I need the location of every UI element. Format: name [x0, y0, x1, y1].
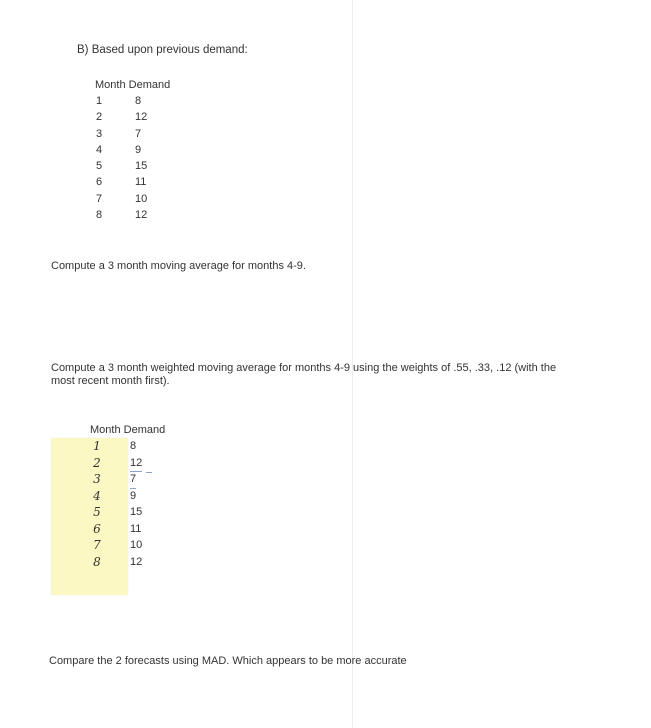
table-row [90, 521, 165, 538]
demand-cell: 8 [130, 440, 137, 452]
month-cell: 6 [95, 176, 103, 189]
demand-cell: 10 [135, 192, 148, 205]
demand-cell: 10 [130, 539, 143, 551]
table-row [92, 142, 170, 158]
demand-cell: 7 [130, 471, 136, 489]
demand-cell: 9 [130, 489, 137, 502]
month-cell: 2 [95, 111, 103, 124]
demand-cell: 11 [130, 522, 142, 535]
table-row [90, 488, 165, 505]
month-cell: 1 [95, 95, 103, 107]
table-row [92, 207, 170, 223]
table-row [92, 191, 170, 207]
handwritten-month: 6 [93, 521, 101, 536]
handwritten-month: 4 [93, 488, 101, 503]
demand-cell: 15 [130, 506, 143, 518]
table-row [90, 455, 165, 472]
handwritten-month: 3 [93, 472, 101, 486]
table-row [90, 537, 165, 554]
table-row [92, 109, 170, 125]
handwritten-month: 1 [93, 439, 101, 453]
handwritten-month: 7 [93, 538, 101, 552]
question-weighted-average [51, 362, 591, 388]
handwritten-month: 2 [93, 455, 101, 470]
table-row [92, 93, 170, 109]
demand-table [92, 77, 170, 223]
handwritten-month: 5 [93, 505, 101, 519]
question-line: most recent month first). [51, 375, 170, 387]
demand-cell: 12 [135, 111, 148, 124]
table-row [90, 471, 165, 488]
month-cell: 7 [95, 192, 103, 205]
demand-cell: 12 [130, 455, 142, 473]
demand-cell: 9 [135, 143, 142, 156]
demand-cell: 11 [135, 176, 147, 189]
table-header: Month Demand [90, 424, 166, 436]
month-cell: 4 [95, 143, 103, 156]
demand-cell: 15 [135, 160, 148, 173]
demand-cell: 12 [135, 209, 148, 222]
pen-mark [146, 472, 152, 473]
demand-cell: 7 [135, 127, 142, 140]
table-row [90, 554, 165, 571]
table-header: Month Demand [95, 79, 171, 91]
month-cell: 3 [95, 127, 103, 140]
handwritten-month: 8 [93, 554, 101, 569]
table-row [92, 174, 170, 190]
question-line: Compute a 3 month weighted moving average for months 4-9 using the weights of .55, .33, .12 (with the [51, 362, 557, 374]
month-cell: 8 [95, 209, 103, 222]
table-row [90, 504, 165, 521]
section-heading: B) Based upon previous demand: [77, 44, 248, 56]
question-moving-average: Compute a 3 month moving average for months 4-9. [51, 260, 306, 272]
question-compare-mad: Compare the 2 forecasts using MAD. Which appears to be more accurate [49, 655, 407, 667]
month-cell: 5 [95, 160, 103, 173]
demand-table-annotated [90, 422, 165, 570]
table-row [92, 158, 170, 174]
demand-cell: 8 [135, 95, 142, 107]
table-row [90, 438, 165, 455]
table-row [92, 126, 170, 142]
demand-cell: 12 [130, 555, 143, 568]
